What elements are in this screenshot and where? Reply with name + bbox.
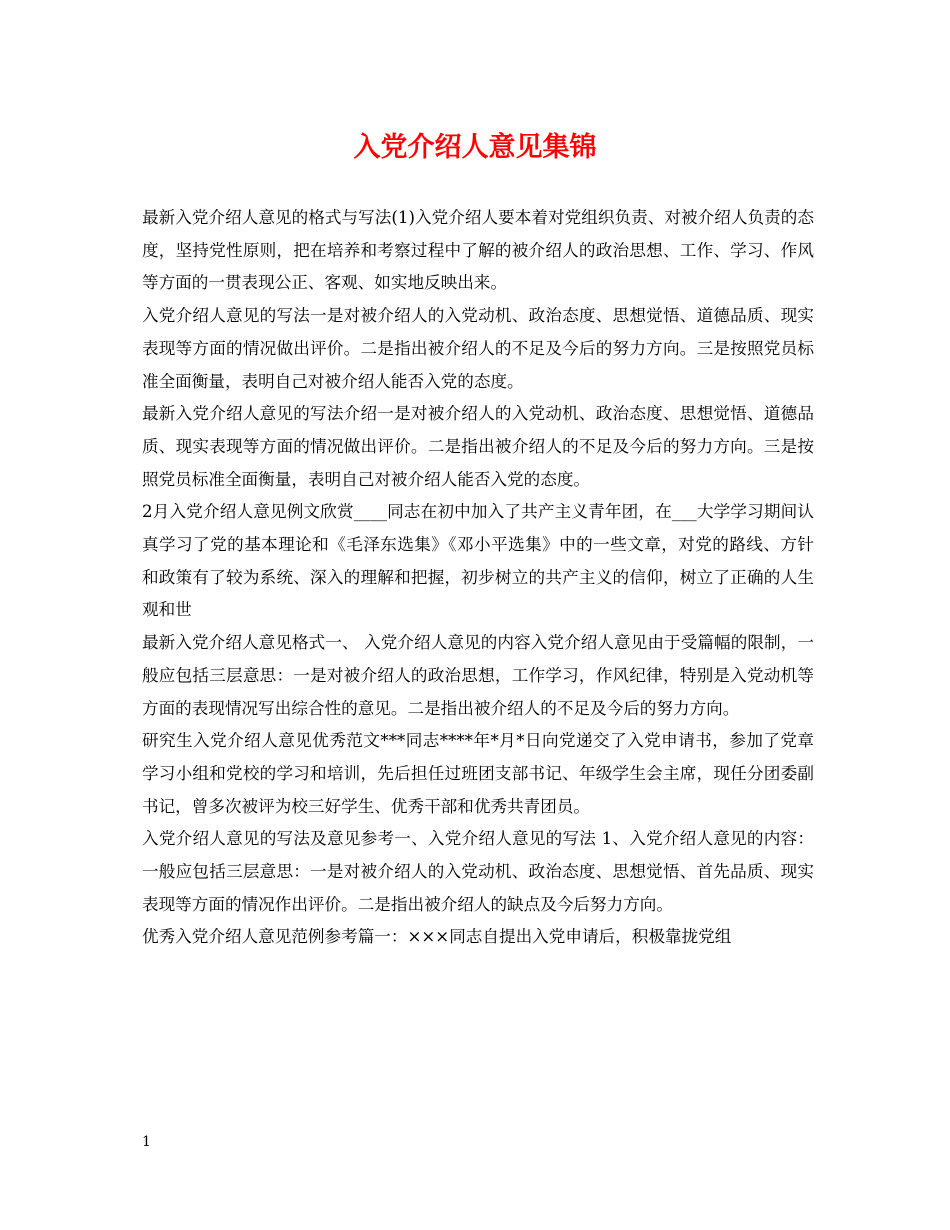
document-body [142, 202, 814, 954]
page-number: 1 [142, 1134, 151, 1150]
paragraph: 入党介绍人意见的写法一是对被介绍人的入党动机、政治态度、思想觉悟、道德品质、现实表现等方面的情况做出评价。二是指出被介绍人的不足及今后的努力方向。三是按照党员标准全面衡量，表明自己对被介绍人能否入党的态度。 [142, 306, 814, 391]
paragraph: 优秀入党介绍人意见范例参考篇一：×××同志自提出入党申请后，积极靠拢党组 [142, 927, 732, 947]
paragraph: 研究生入党介绍人意见优秀范文***同志****年*月*日向党递交了入党申请书，参加了党章学习小组和党校的学习和培训，先后担任过班团支部书记、年级学生会主席，现任分团委副书记，曾多次被评为校三好学生、优秀干部和优秀共青团员。 [142, 731, 814, 816]
document-title: 入党介绍人意见集锦 [353, 132, 597, 163]
paragraph: 最新入党介绍人意见的写法介绍一是对被介绍人的入党动机、政治态度、思想觉悟、道德品质、现实表现等方面的情况做出评价。二是指出被介绍人的不足及今后的努力方向。三是按照党员标准全面衡量，表明自己对被介绍人能否入党的态度。 [142, 404, 814, 489]
paragraph: 入党介绍人意见的写法及意见参考一、入党介绍人意见的写法 1、入党介绍人意见的内容：一般应包括三层意思：一是对被介绍人的入党动机、政治态度、思想觉悟、首先品质、现实表现等方面的情况作出评价。二是指出被介绍人的缺点及今后努力方向。 [142, 829, 814, 914]
paragraph: 最新入党介绍人意见的格式与写法(1)入党介绍人要本着对党组织负责、对被介绍人负责的态度，坚持党性原则，把在培养和考察过程中了解的被介绍人的政治思想、工作、学习、作风等方面的一贯表现公正、客观、如实地反映出来。 [142, 208, 814, 293]
paragraph: 最新入党介绍人意见格式一、 入党介绍人意见的内容入党介绍人意见由于受篇幅的限制，一般应包括三层意思：一是对被介绍人的政治思想，工作学习，作风纪律，特别是入党动机等方面的表现情况写出综合性的意见。二是指出被介绍人的不足及今后的努力方向。 [142, 633, 814, 718]
paragraph: 2月入党介绍人意见例文欣赏____同志在初中加入了共产主义青年团，在___大学学习期间认真学习了党的基本理论和《毛泽东选集》《邓小平选集》中的一些文章，对党的路线、方针和政策有了较为系统、深入的理解和把握，初步树立的共产主义的信仰，树立了正确的人生观和世 [142, 502, 814, 620]
